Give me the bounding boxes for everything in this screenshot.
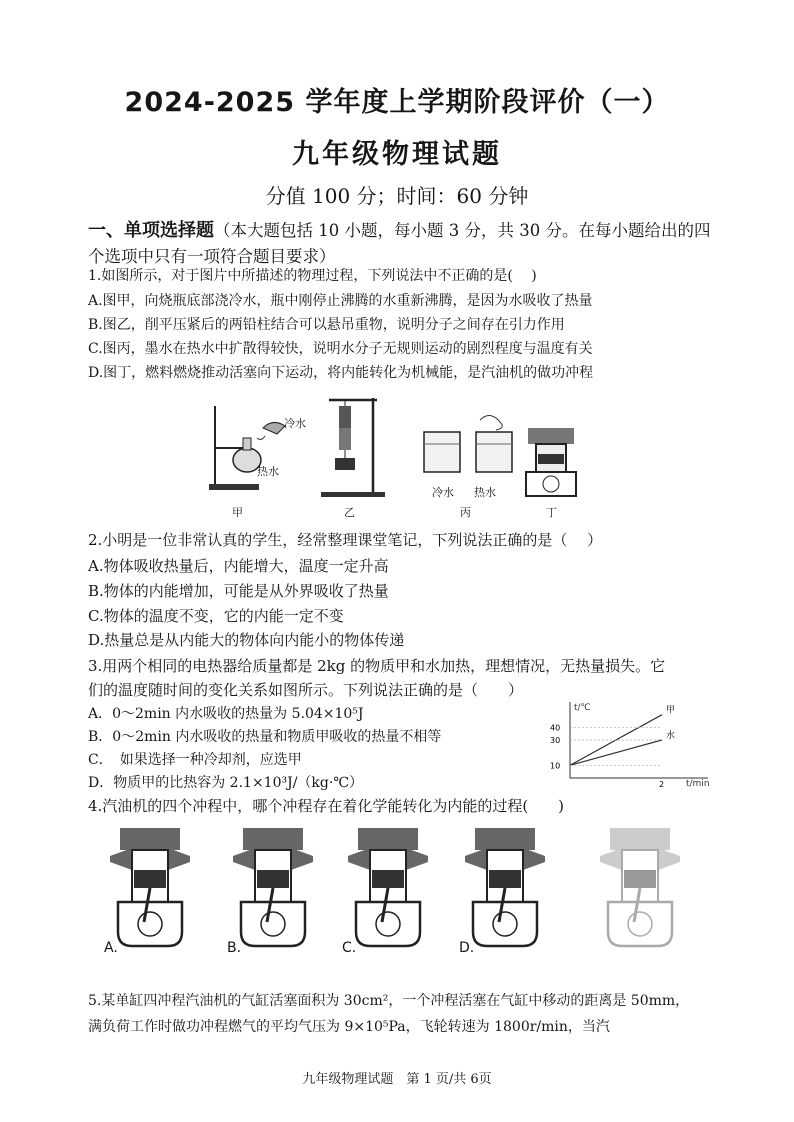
engine-icon <box>590 822 690 952</box>
figure-ding-engine <box>520 418 582 500</box>
figure-yi-lead-cylinders <box>315 392 395 500</box>
section1-instructions <box>88 218 718 270</box>
engine-diagram-4 <box>455 822 555 956</box>
q3-stem-line2: 们的温度随时间的变化关系如图所示。下列说法正确的是（ ） <box>88 681 524 699</box>
page-footer: 九年级物理试题 第 1 页/共 6页 <box>302 1072 492 1087</box>
engine-icon <box>455 822 555 952</box>
q1-option-a: A.图甲，向烧瓶底部浇冷水，瓶中刚停止沸腾的水重新沸腾，是因为水吸收了热量 <box>88 293 593 309</box>
figure-jia-flask <box>205 398 300 496</box>
chart-ylabel: t/℃ <box>574 703 591 713</box>
q1-option-c: C.图丙，墨水在热水中扩散得较快，说明水分子无规则运动的剧烈程度与温度有关 <box>88 341 593 357</box>
q2-option-b: B.物体的内能增加，可能是从外界吸收了热量 <box>88 582 389 600</box>
exam-title-line2: 九年级物理试题 <box>292 139 502 170</box>
y-tick-label-1: 30 <box>550 736 561 745</box>
q3-stem-line1: 3.用两个相同的电热器给质量都是 2kg 的物质甲和水加热，理想情况，无热量损失。它 <box>88 657 666 675</box>
engine-diagram-3 <box>338 822 438 956</box>
engine-diagram-1 <box>100 822 200 956</box>
q2-option-a: A.物体吸收热量后，内能增大，温度一定升高 <box>88 557 389 575</box>
q1-stem: 1.如图所示，对于图片中所描述的物理过程，下列说法中不正确的是( ) <box>88 268 537 284</box>
q3-option-a: A．0～2min 内水吸收的热量为 5.04×10⁵J <box>88 706 364 722</box>
q2-option-c: C.物体的温度不变，它的内能一定不变 <box>88 607 344 625</box>
y-tick-label-2: 40 <box>550 723 561 733</box>
q2-option-d: D.热量总是从内能大的物体向内能小的物体传递 <box>88 631 405 649</box>
q4-option-label-2: B. <box>227 940 242 956</box>
label-hot-water: 热水 <box>257 465 279 478</box>
label-ding: 丁 <box>546 506 557 519</box>
q1-option-d: D.图丁，燃料燃烧推动活塞向下运动，将内能转化为机械能，是汽油机的做功冲程 <box>88 365 594 381</box>
q2-stem: 2.小明是一位非常认真的学生，经常整理课堂笔记，下列说法正确的是（ ） <box>88 531 603 549</box>
figure-bing-beakers <box>420 410 520 482</box>
q3-option-d: D．物质甲的比热容为 2.1×10³J/（kg·℃） <box>88 775 363 791</box>
score-time-line: 分值 100 分；时间：60 分钟 <box>265 184 529 208</box>
section1-description: （本大题包括 10 小题，每小题 3 分，共 30 分。在每小题给出的四个选项中只有一项符合题目要求） <box>88 221 711 266</box>
label-yi: 乙 <box>344 506 355 519</box>
q3-option-b: B．0～2min 内水吸收的热量和物质甲吸收的热量不相等 <box>88 729 442 745</box>
q4-option-label-1: A. <box>104 940 118 956</box>
section1-heading: 一、单项选择题 <box>88 220 214 241</box>
label-cold-water-beaker: 冷水 <box>432 486 454 499</box>
q4-option-label-3: C. <box>342 940 357 956</box>
q1-option-b: B.图乙，削平压紧后的两铅柱结合可以悬吊重物，说明分子之间存在引力作用 <box>88 317 565 333</box>
label-jia: 甲 <box>232 506 243 519</box>
series-label-1: 水 <box>666 731 676 741</box>
engine-icon <box>100 822 200 952</box>
engine-icon <box>338 822 438 952</box>
x-tick-label-0: 2 <box>659 780 665 788</box>
chart-xlabel: t/min <box>686 779 710 788</box>
label-hot-water-beaker: 热水 <box>474 486 496 499</box>
q3-option-c: C． 如果选择一种冷却剂，应选甲 <box>88 752 302 768</box>
y-tick-label-0: 10 <box>550 761 561 771</box>
exam-title-line1: 2024-2025 学年度上学期阶段评价（一） <box>124 87 670 118</box>
series-label-0: 甲 <box>666 705 676 716</box>
engine-diagram-2 <box>223 822 323 956</box>
q3-temperature-chart <box>540 696 715 788</box>
q4-stem: 4.汽油机的四个冲程中，哪个冲程存在着化学能转化为内能的过程( ) <box>88 797 565 815</box>
label-bing: 丙 <box>460 506 471 519</box>
label-cold-water: 冷水 <box>284 417 306 430</box>
q4-option-label-4: D. <box>459 940 475 956</box>
series-line-1 <box>570 740 662 765</box>
q5-text: 5.某单缸四冲程汽油机的气缸活塞面积为 30cm²，一个冲程活塞在气缸中移动的距离是 50mm，满负荷工作时做功冲程燃气的平均气压为 9×10⁵Pa，飞轮转速为 1800r/min，当汽 <box>88 993 690 1035</box>
engine-diagram-5 <box>590 822 690 956</box>
engine-icon <box>223 822 323 952</box>
